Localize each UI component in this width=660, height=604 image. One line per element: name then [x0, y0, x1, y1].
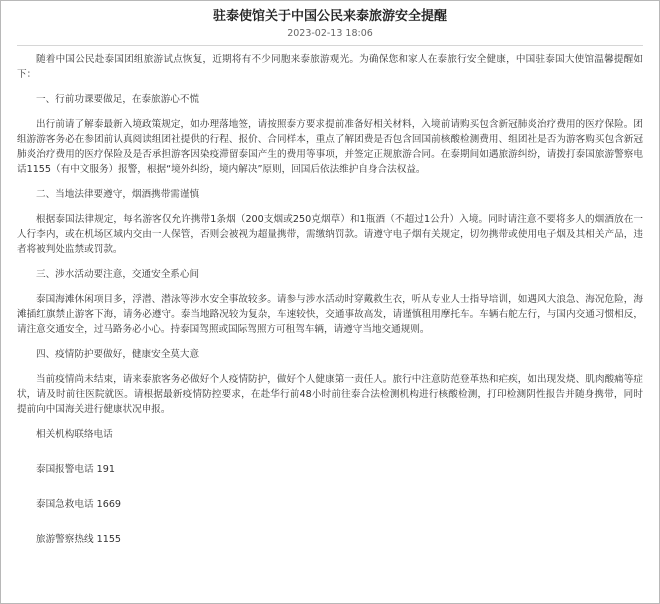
section-heading-2: 二、当地法律要遵守，烟酒携带需谨慎 — [36, 189, 200, 200]
intro-paragraph: 随着中国公民赴泰国团组旅游试点恢复，近期将有不少同胞来泰旅游观光。为确保您和家人在泰旅行安全健康，中国驻泰国大使馆温馨提醒如下： — [17, 54, 643, 80]
contact-tourist-police: 旅游警察热线 1155 — [36, 534, 122, 545]
article — [17, 8, 643, 547]
section-heading-4: 四、疫情防护要做好，健康安全莫大意 — [36, 349, 200, 360]
section-heading-3: 三、涉水活动要注意，交通安全系心间 — [36, 269, 200, 280]
section-text-4: 当前疫情尚未结束，请来泰旅客务必做好个人疫情防护，做好个人健康第一责任人。旅行中注意防范登革热和疟疾，如出现发烧、肌肉酸痛等症状，请及时前往医院就医。请根据最新疫情防控要求，在赴华行前48小时前往泰合法检测机构进行核酸检测，打印检测阴性报告并随身携带，同时提前向中国海关进行健康状况申报。 — [17, 374, 643, 415]
section-heading-1: 一、行前功课要做足，在泰旅游心不慌 — [36, 94, 200, 105]
article-body — [17, 52, 643, 547]
section-text-1: 出行前请了解泰最新入境政策规定，如办理落地签，请按照泰方要求提前准备好相关材料，入境前请购买包含新冠肺炎治疗费用的医疗保险。团组游游客务必在参团前认真阅读组团社提供的行程、报价、合同样本，重点了解团费是否包含回国前核酸检测费用、组团社是否为游客购买包含新冠肺炎治疗费用的医疗保险及是否承担游客因染疫滞留泰国产生的费用等事项，并签定正规旅游合同。在泰期间如遇旅游纠纷，请拨打泰国旅游警察电话1155（有中文服务）报警，根据“境外纠纷，境内解决”原则，回国后依法维护自身合法权益。 — [17, 119, 643, 175]
contact-police: 泰国报警电话 191 — [36, 464, 115, 475]
title-divider — [17, 45, 643, 46]
publish-date: 2023-02-13 18:06 — [287, 28, 373, 39]
section-text-3: 泰国海滩休闲项目多，浮潜、潜泳等涉水安全事故较多。请参与涉水活动时穿戴救生衣，听从专业人士指导培训，如遇风大浪急、海况危险，海滩插红旗禁止游客下海，请务必遵守。泰当地路况较为复杂，车速较快，交通事故高发，请谨慎租用摩托车。车辆右舵左行，与国内交通习惯相反，请注意交通安全，过马路务必小心。持泰国驾照或国际驾照方可租驾车辆，请遵守当地交通规则。 — [17, 294, 643, 335]
section-text-2: 根据泰国法律规定，每名游客仅允许携带1条烟（200支烟或250克烟草）和1瓶酒（不超过1公升）入境。同时请注意不要将多人的烟酒放在一人行李内，或在机场区域内交由一人保管，否则会被视为超量携带，需缴纳罚款。请遵守电子烟有关规定，切勿携带或使用电子烟及其相关产品，违者将被判处监禁或罚款。 — [17, 214, 643, 255]
article-title: 驻泰使馆关于中国公民来泰旅游安全提醒 — [212, 9, 447, 24]
contact-emergency: 泰国急救电话 1669 — [36, 499, 122, 510]
contacts-heading: 相关机构联络电话 — [36, 429, 113, 440]
